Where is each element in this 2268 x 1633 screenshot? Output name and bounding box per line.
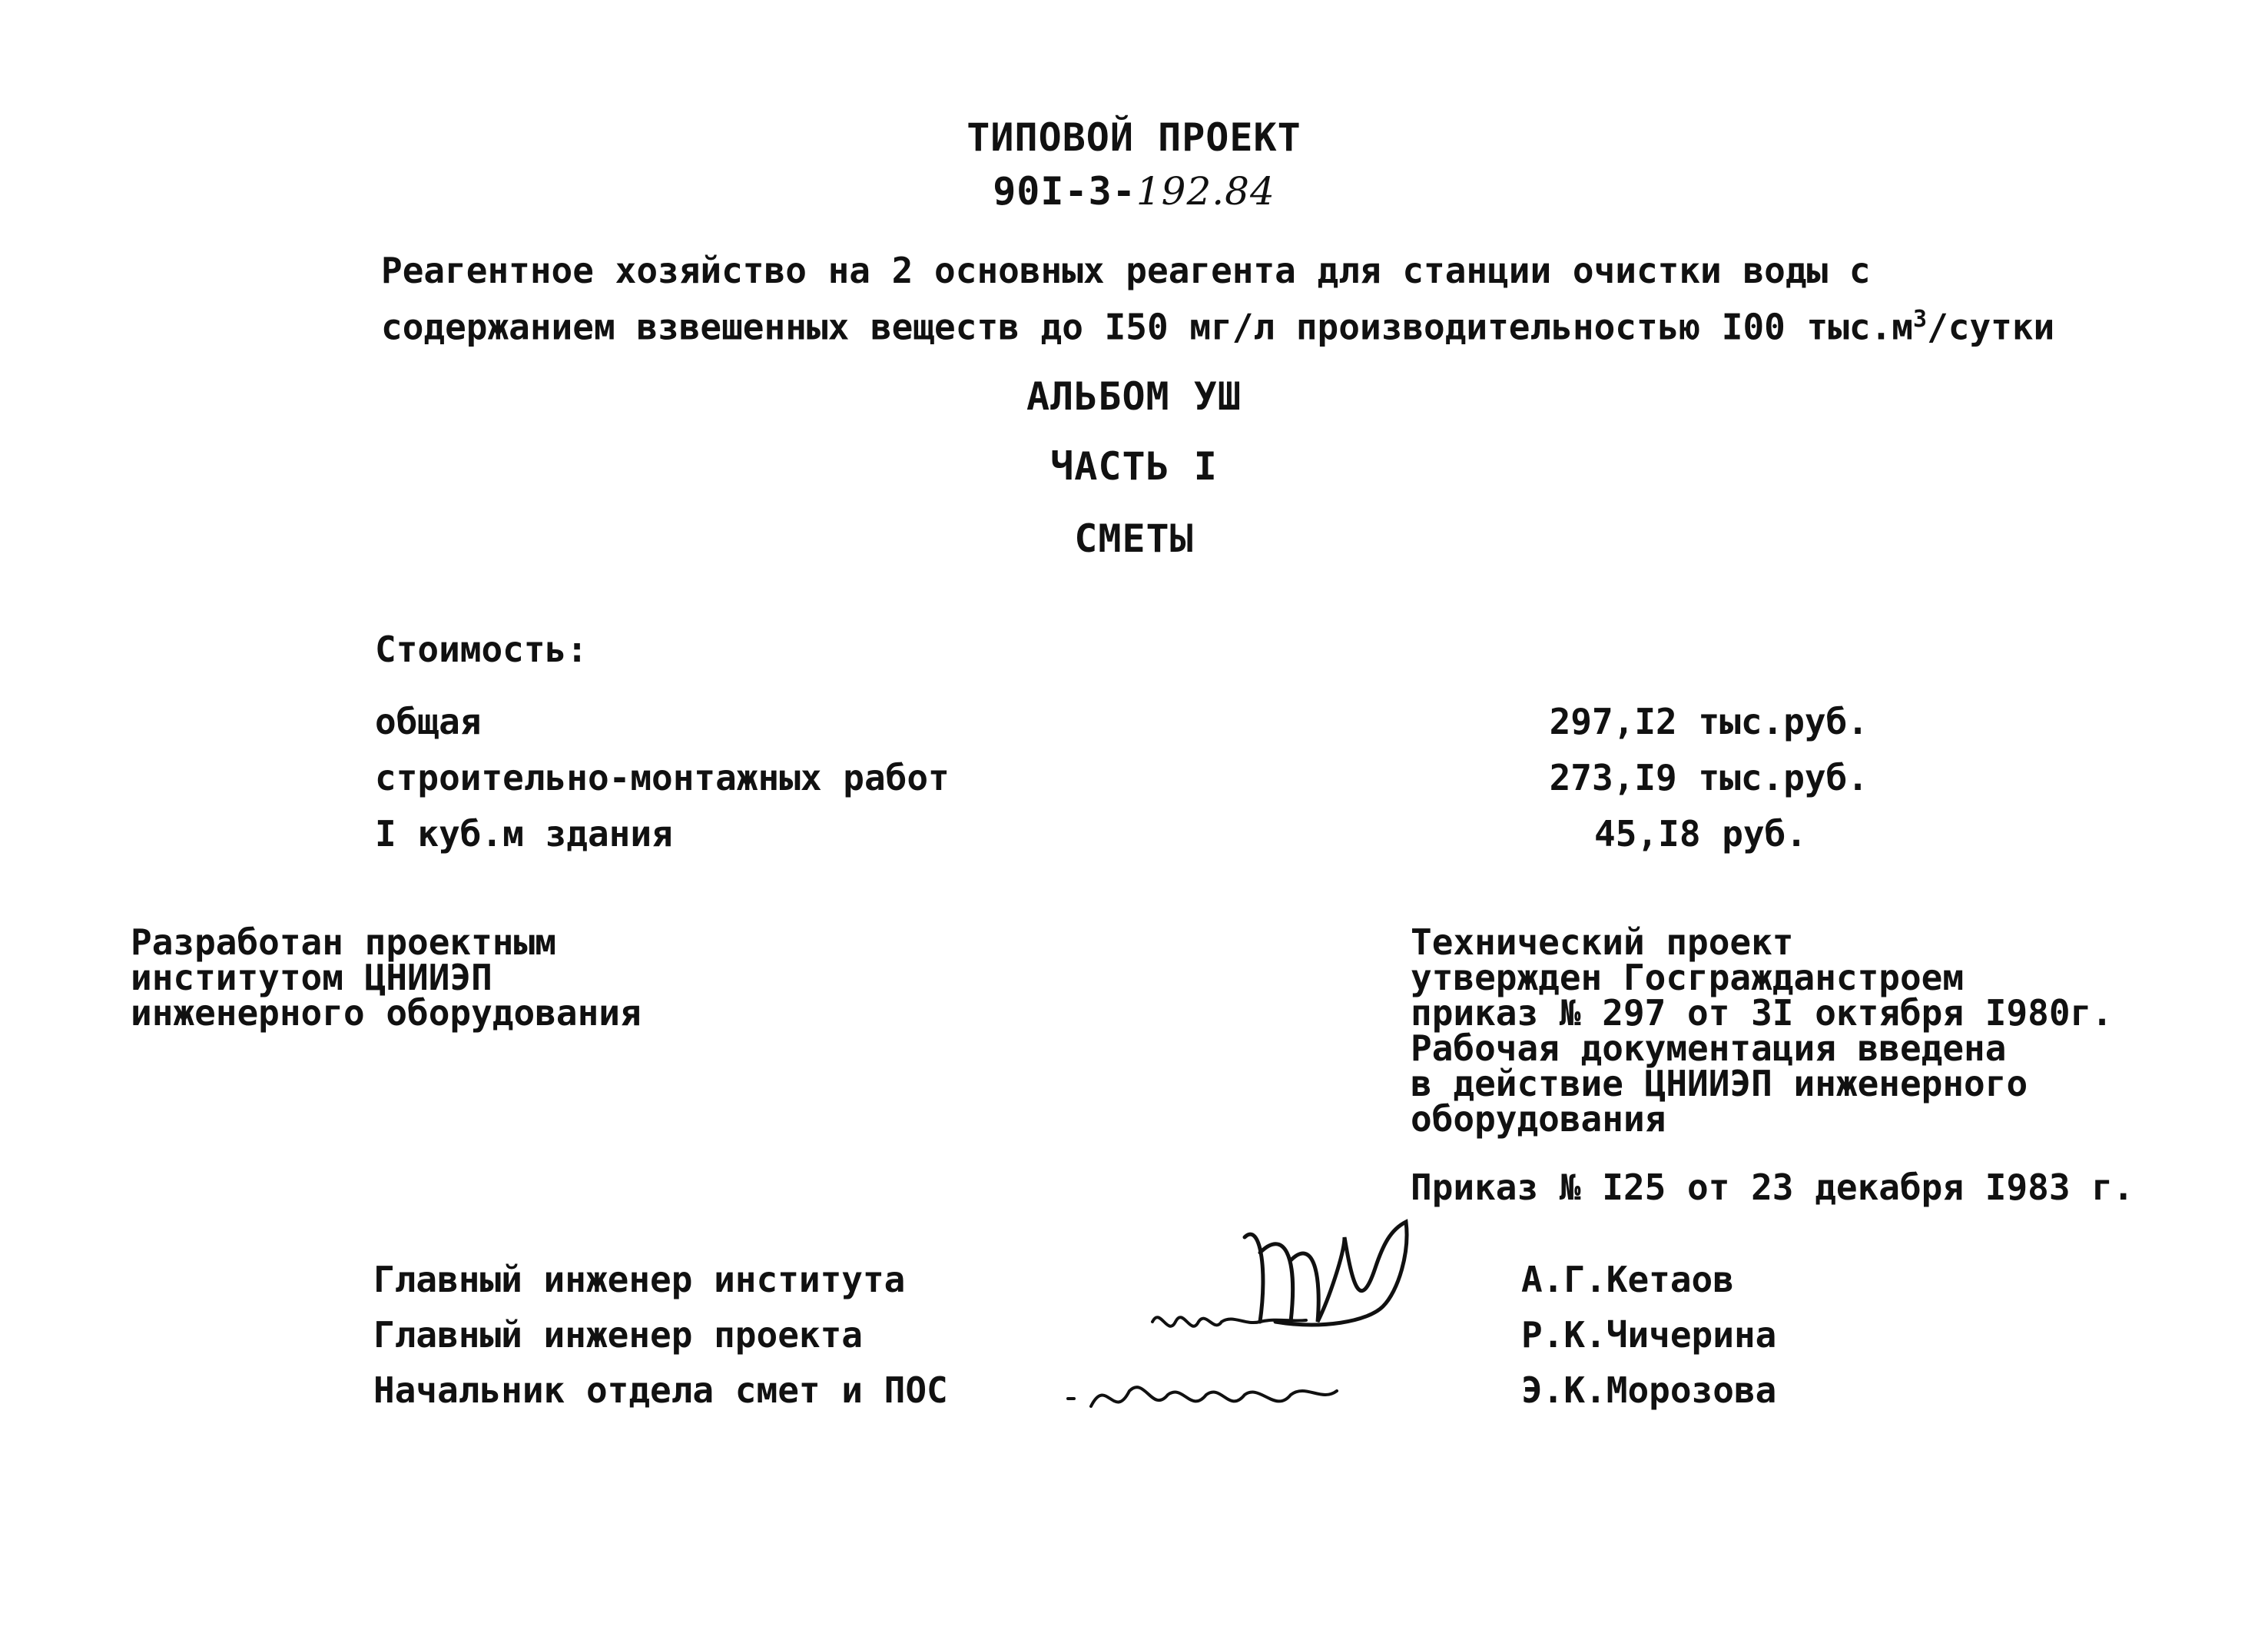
approval-line-2: утвержден Госгражданстроем: [1411, 957, 1965, 998]
approval-line-5: в действие ЦНИИЭП инженерного: [1411, 1063, 2028, 1104]
approval-line-6: оборудования: [1411, 1098, 1666, 1140]
approval-line-1: Технический проект: [1411, 921, 1794, 963]
project-type: ТИПОВОЙ ПРОЕКТ: [967, 115, 1301, 160]
description-superscript: 3: [1913, 306, 1928, 333]
description-line-1: Реагентное хозяйство на 2 основных реагента для станции очистки воды с: [381, 250, 1871, 291]
section-label: СМЕТЫ: [1074, 516, 1194, 561]
cost-label-construction: строительно-монтажных работ: [375, 757, 950, 798]
developer-line-1: Разработан проектным: [131, 921, 556, 963]
handwritten-signature-2: [1145, 1291, 1314, 1360]
signature-role-chief-engineer-institute: Главный инженер института: [373, 1259, 906, 1300]
signature-role-chief-engineer-project: Главный инженер проекта: [373, 1314, 863, 1356]
project-number: [0, 169, 2268, 214]
cost-label-per-cubic-meter: I куб.м здания: [375, 813, 673, 855]
description-line-2: [381, 306, 2054, 347]
signature-role-head-estimates: Начальник отдела смет и ПОС: [373, 1369, 948, 1411]
handwritten-signature-3: [1060, 1360, 1352, 1429]
cost-value-per-cubic-meter: 45,I8 руб.: [1594, 813, 1807, 855]
cost-heading: Стоимость:: [375, 629, 588, 670]
developer-line-2: институтом ЦНИИЭП: [131, 957, 492, 998]
approval-order: Приказ № I25 от 23 декабря I983 г.: [1411, 1167, 2134, 1208]
developer-line-3: инженерного оборудования: [131, 992, 642, 1034]
description-line-2-main: содержанием взвешенных веществ до I50 мг/л производительностью I00 тыс.м: [381, 306, 1913, 348]
description-line-2-tail: /сутки: [1927, 306, 2055, 348]
part-label: ЧАСТЬ I: [1050, 444, 1218, 489]
cost-value-construction: 273,I9 тыс.руб.: [1549, 757, 1868, 798]
signature-name-head-estimates: Э.К.Морозова: [1521, 1369, 1777, 1411]
project-number-handwritten: 192.84: [1136, 169, 1275, 214]
cost-label-total: общая: [375, 701, 482, 742]
signature-name-chief-engineer-project: Р.К.Чичерина: [1521, 1314, 1777, 1356]
cost-value-total: 297,I2 тыс.руб.: [1549, 701, 1868, 742]
approval-line-3: приказ № 297 от 3I октября I980г.: [1411, 992, 2113, 1034]
signature-name-chief-engineer-institute: А.Г.Кетаов: [1521, 1259, 1734, 1300]
album-label: АЛЬБОМ УШ: [1026, 374, 1242, 419]
project-number-printed: 90I-3-: [993, 169, 1136, 214]
approval-line-4: Рабочая документация введена: [1411, 1027, 2007, 1069]
